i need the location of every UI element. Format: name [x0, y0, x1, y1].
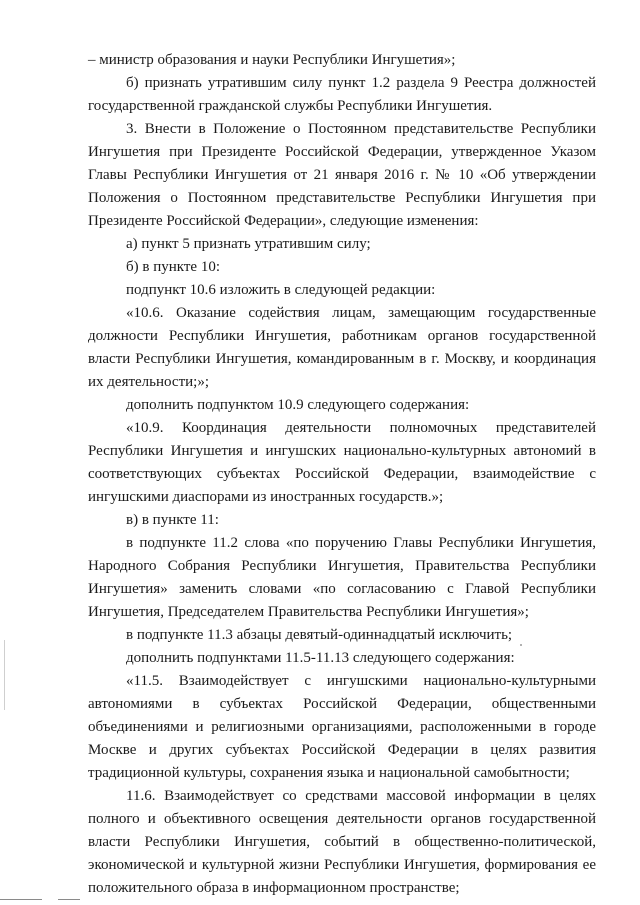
paragraph-3b: б) в пункте 10:	[126, 259, 220, 275]
scan-bottom-line	[0, 899, 42, 900]
scan-edge-mark	[4, 640, 5, 710]
paragraph-10-9-intro: дополнить подпунктом 10.9 следующего содержания:	[126, 397, 470, 413]
document-body	[88, 49, 596, 900]
paragraph-3v: в) в пункте 11:	[126, 512, 219, 528]
scan-bottom-line-short	[58, 899, 80, 900]
paragraph-10-9: «10.9. Координация деятельности полномочных представителей Республики Ингушетия и ингушских национально-культурных автономий в соответствующих субъектах Российской Федерации, взаимодействие с ингушскими диаспорами из иностранных государств.»;	[88, 420, 596, 505]
paragraph-9b: б) признать утратившим силу пункт 1.2 раздела 9 Реестра должностей государственной гражданской службы Республики Ингушетия.	[88, 75, 596, 114]
paragraph-11-6: 11.6. Взаимодействует со средствами массовой информации в целях полного и объективного освещения деятельности органов государственной власти Республики Ингушетия, событий в общественно-политической, экономической и культурной жизни Республики Ингушетия, формирования ее положительного образа в информационном пространстве;	[88, 788, 596, 896]
paragraph-11-3: в подпункте 11.3 абзацы девятый-одиннадцатый исключить;	[126, 627, 513, 643]
paragraph-3a: а) пункт 5 признать утратившим силу;	[126, 236, 371, 252]
paragraph-11-5-13-intro: дополнить подпунктами 11.5-11.13 следующего содержания:	[126, 650, 515, 666]
paragraph-minister-line: – министр образования и науки Республики Ингушетия»;	[88, 52, 456, 68]
scan-dot-mark	[520, 644, 522, 646]
paragraph-11-2: в подпункте 11.2 слова «по поручению Главы Республики Ингушетия, Народного Собрания Республики Ингушетия, Правительства Республики Ингушетия» заменить словами «по согласованию с Главой Республики Ингушетия, Председателем Правительства Республики Ингушетия»;	[88, 535, 596, 620]
paragraph-10-6: «10.6. Оказание содействия лицам, замещающим государственные должности Республики Ингушетия, работникам органов государственной власти Республики Ингушетия, командированным в г. Москву, и координация их деятельности;»;	[88, 305, 596, 390]
paragraph-item-3: 3. Внести в Положение о Постоянном представительстве Республики Ингушетия при Президенте Российской Федерации, утвержденное Указом Главы Республики Ингушетия от 21 января 2016 г. № 10 «Об утверждении Положения о Постоянном представительстве Республики Ингушетия при Президенте Российской Федерации», следующие изменения:	[88, 121, 596, 229]
paragraph-11-5: «11.5. Взаимодействует с ингушскими национально-культурными автономиями в субъектах Российской Федерации, общественными объединениями и религиозными организациями, расположенными в городе Москве и других субъектах Российской Федерации в целях развития традиционной культуры, сохранения языка и национальной самобытности;	[88, 673, 596, 781]
paragraph-10-6-intro: подпункт 10.6 изложить в следующей редакции:	[126, 282, 436, 298]
